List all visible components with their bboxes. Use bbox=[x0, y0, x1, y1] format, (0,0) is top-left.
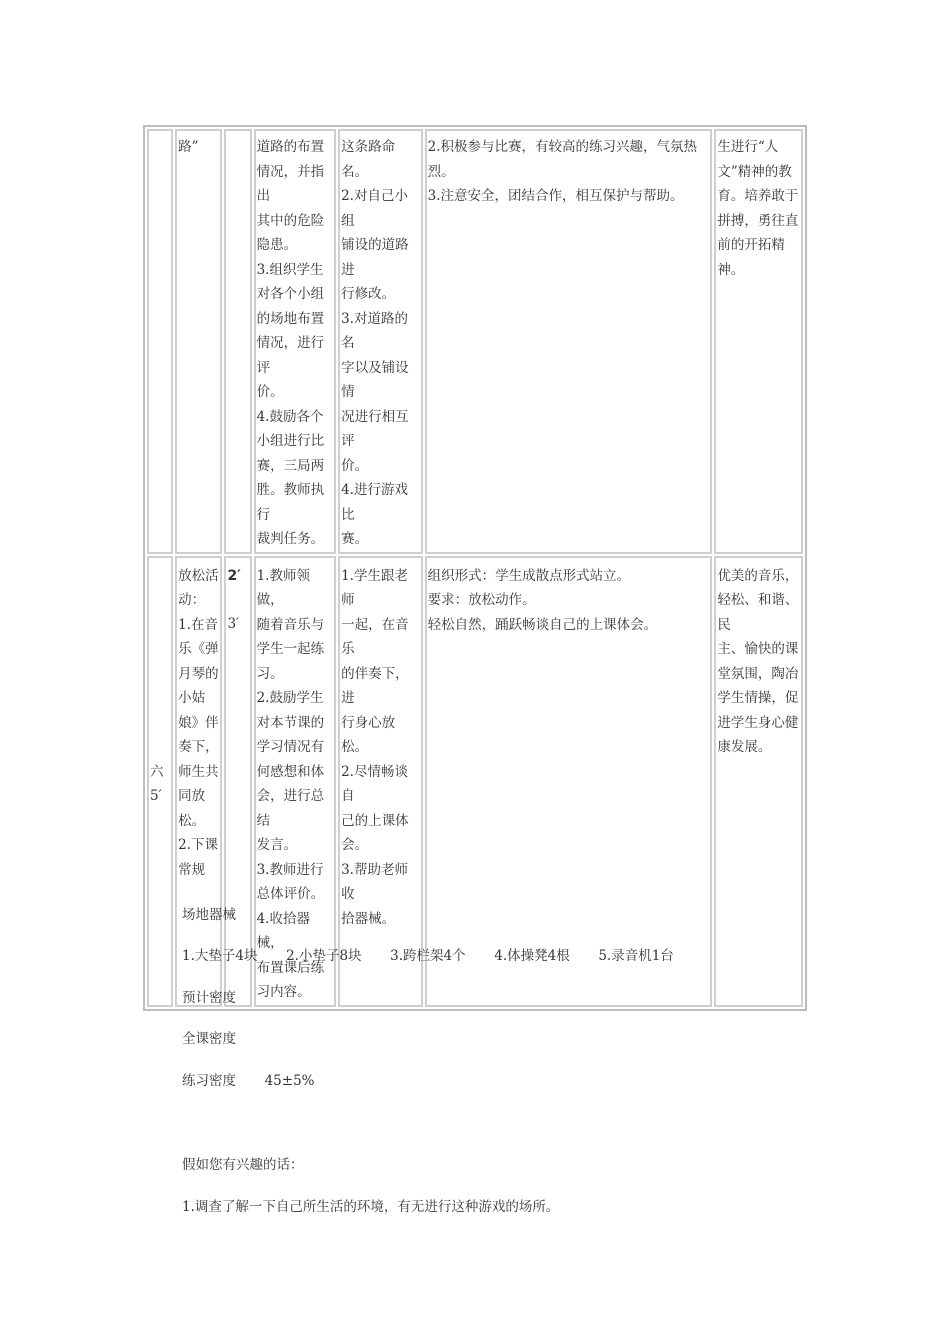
overall-density: 全课密度 bbox=[182, 1031, 236, 1047]
equipment-item: 4.体操凳4根 bbox=[494, 948, 570, 964]
cell-teacher-activity: 1.教师领做， 随着音乐与 学生一起练 习。 2.鼓励学生 对本节课的 学习情况有 何感想和体 会，进行总结 发言。 3.教师进行 总体评价。 4.收拾器械， 布置课后练 习内容。 bbox=[254, 556, 337, 1007]
practice-density-label: 练习密度 bbox=[182, 1073, 236, 1089]
lesson-plan-table bbox=[143, 125, 807, 1011]
cell-section-number bbox=[147, 129, 173, 554]
cell-content: 路” bbox=[175, 129, 222, 554]
cell-student-activity: 这条路命名。 2.对自己小组 铺设的道路进 行修改。 3.对道路的名 字以及铺设情 况进行相互评 价。 4.进行游戏比 赛。 bbox=[338, 129, 423, 554]
density-title: 预计密度 bbox=[182, 990, 236, 1006]
equipment-item: 2.小垫子8块 bbox=[286, 948, 362, 964]
cell-intent: 生进行“人 文”精神的教 育。培养敢于 拼搏，勇往直 前的开拓精 神。 bbox=[714, 129, 803, 554]
equipment-list bbox=[182, 946, 674, 966]
cell-student-activity: 1.学生跟老师 一起，在音乐 的伴奏下，进 行身心放松。 2.尽情畅谈自 己的上课体 会。 3.帮助老师收 拾器械。 bbox=[338, 556, 423, 1007]
equipment-item: 5.录音机1台 bbox=[598, 948, 674, 964]
interest-title: 假如您有兴趣的话： bbox=[182, 1157, 304, 1173]
table-row bbox=[147, 556, 803, 1007]
cell-time bbox=[224, 129, 251, 554]
cell-section-number: 六 5′ bbox=[147, 556, 173, 1007]
cell-content: 放松活 动： 1.在音 乐《弹 月琴的 小姑 娘》伴 奏下， 师生共 同放 松。 2.下课 常规 bbox=[175, 556, 222, 1007]
practice-density-value: 45±5% bbox=[264, 1073, 315, 1089]
equipment-item: 3.跨栏架4个 bbox=[390, 948, 466, 964]
equipment-item: 1.大垫子4块 bbox=[182, 948, 258, 964]
cell-time: 2′ 3′ bbox=[224, 556, 251, 1007]
equipment-title: 场地器械 bbox=[182, 907, 236, 923]
cell-intent: 优美的音乐， 轻松、和谐、民 主、愉快的课 堂氛围，陶冶 学生情操，促 进学生身心健 康发展。 bbox=[714, 556, 803, 1007]
cell-organization: 组织形式：学生成散点形式站立。 要求：放松动作。 轻松自然，踊跃畅谈自己的上课体会。 bbox=[425, 556, 713, 1007]
interest-item: 1.调查了解一下自己所生活的环境，有无进行这种游戏的场所。 bbox=[182, 1199, 560, 1215]
cell-organization: 2.积极参与比赛，有较高的练习兴趣，气氛热 烈。 3.注意安全，团结合作，相互保护与帮助。 bbox=[425, 129, 713, 554]
practice-density bbox=[182, 1071, 315, 1091]
table-row bbox=[147, 129, 803, 554]
cell-teacher-activity: 道路的布置 情况，并指出 其中的危险 隐患。 3.组织学生 对各个小组 的场地布置 情况，进行评 价。 4.鼓励各个 小组进行比 赛，三局两 胜。教师执行 裁判任务。 bbox=[254, 129, 337, 554]
